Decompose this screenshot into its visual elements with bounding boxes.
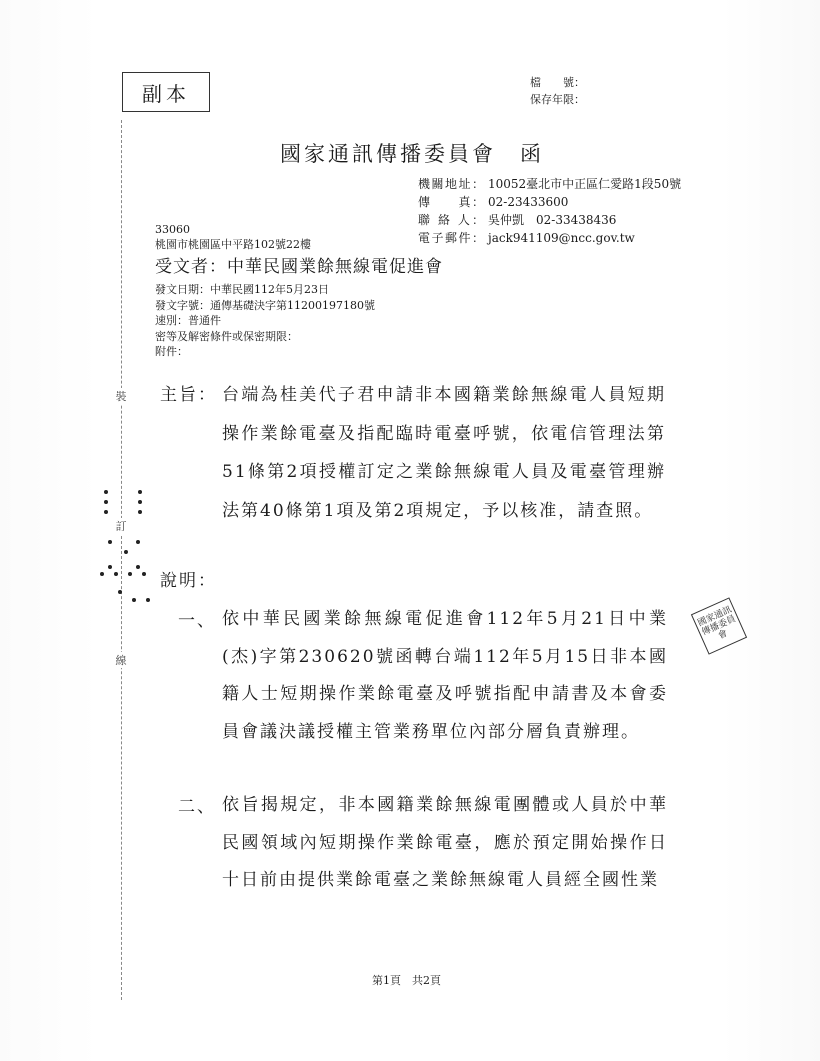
receipt-stamp: 國家通訊傳播委員會 [691,597,747,654]
recipient-address: 桃園市桃園區中平路102號22樓 [155,238,311,251]
agency-contact-row [418,211,681,229]
retention-period-label: 保存年限： [530,93,585,106]
punch-hole-mark [124,550,128,554]
agency-fax-row [418,193,681,211]
explanation-item-2-text: 依旨揭規定，非本國籍業餘無線電團體或人員於中華民國領域內短期操作業餘電臺，應於預定開始操作日十日前由提供業餘電臺之業餘無線電人員經全國性業 [222,795,668,890]
punch-hole-mark [100,572,104,576]
binding-char-ding: 訂 [113,518,129,534]
agency-contact-label: 聯 絡 人： [418,213,484,227]
document-meta [155,282,375,360]
punch-hole-mark [104,500,108,504]
agency-email-row [418,229,681,247]
document-number: 發文字號：通傳基礎決字第11200197180號 [155,298,375,312]
punch-hole-mark [118,590,122,594]
secrecy-level: 密等及解密條件或保密期限： [155,329,298,343]
binding-dashed-line [121,120,122,1000]
agency-address: 10052臺北市中正區仁愛路1段50號 [488,177,682,191]
binding-margin [96,120,156,1000]
punch-hole-mark [128,572,132,576]
copy-mark-box: 副本 [122,72,210,112]
punch-hole-mark [138,500,142,504]
binding-char-xian: 線 [113,652,129,668]
agency-info [418,175,681,247]
agency-fax-label: 傳 真： [418,195,484,209]
archive-number-label: 檔 號： [530,76,585,89]
binding-char-zhuang: 裝 [113,388,129,404]
recipient-line: 受文者：中華民國業餘無線電促進會 [155,257,443,277]
punch-hole-mark [108,540,112,544]
punch-hole-mark [132,598,136,602]
punch-hole-mark [136,565,140,569]
recipient-postcode: 33060 [155,223,190,236]
punch-hole-mark [138,490,142,494]
punch-hole-mark [142,572,146,576]
explanation-label: 說明： [160,571,217,591]
subject-text: 台端為桂美代子君申請非本國籍業餘無線電人員短期操作業餘電臺及指配臨時電臺呼號，依電信管理法第51條第2項授權訂定之業餘無線電人員及電臺管理辦法第40條第1項及第2項規定，予以核准，請查照。 [222,385,666,521]
agency-contact: 吳仲凱 02-33438436 [488,213,617,227]
agency-email-label: 電子郵件： [418,231,484,245]
punch-hole-mark [108,565,112,569]
punch-hole-mark [114,572,118,576]
explanation-item-2-number: 二、 [178,797,216,817]
subject-label: 主旨： [160,385,217,405]
explanation-item-1-text: 依中華民國業餘無線電促進會112年5月21日中業(杰)字第230620號函轉台端112年5月15日非本國籍人士短期操作業餘電臺及呼號指配申請書及本會委員會議決議授權主管業務單位內部分層負責辦理。 [222,609,668,742]
issue-date: 發文日期：中華民國112年5月23日 [155,283,329,296]
punch-hole-mark [104,490,108,494]
punch-hole-mark [104,510,108,514]
page-footer: 第1頁 共2頁 [372,974,441,987]
attachment-label: 附件： [155,345,188,358]
agency-fax: 02-23433600 [488,195,569,209]
delivery-speed: 速別：普通件 [155,314,221,327]
agency-address-row [418,175,681,193]
agency-email: jack941109@ncc.gov.tw [488,231,635,245]
archive-info [530,74,585,108]
punch-hole-mark [138,510,142,514]
punch-hole-mark [136,540,140,544]
explanation-item-1-number: 一、 [178,611,216,631]
punch-hole-mark [146,598,150,602]
agency-address-label: 機關地址： [418,177,484,191]
document-title: 國家通訊傳播委員會 函 [280,142,544,166]
